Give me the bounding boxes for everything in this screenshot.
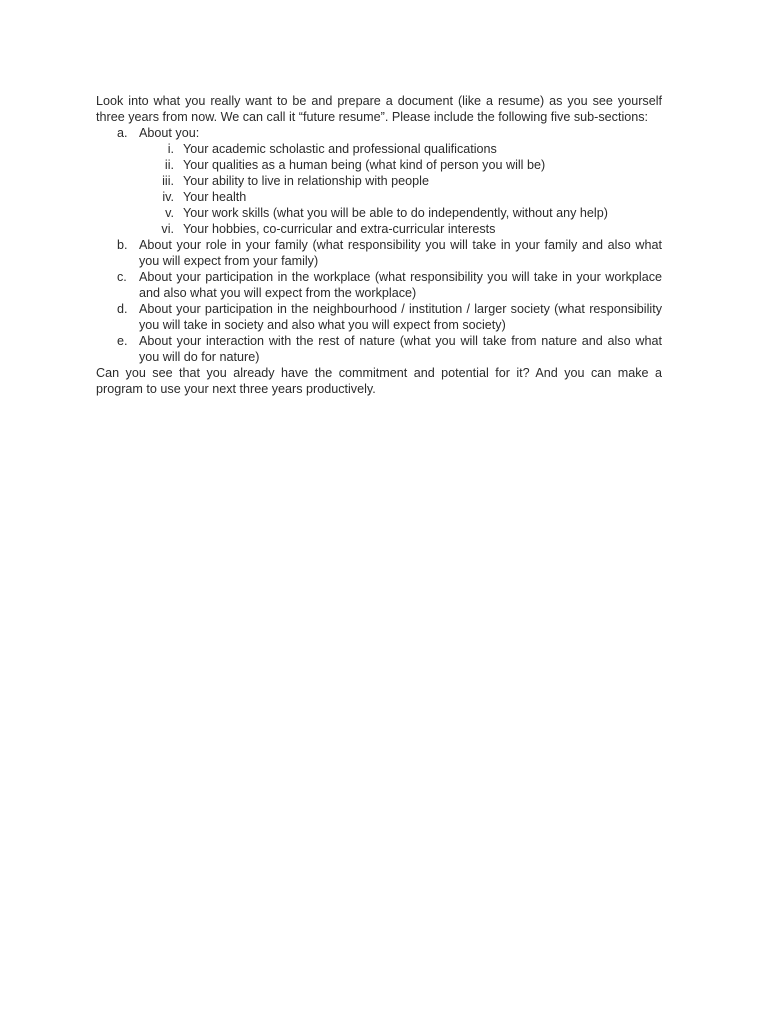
section-marker: b. [117,238,128,252]
section-item-b [96,237,662,269]
subsection-text: Your qualities as a human being (what kind of person you will be) [183,158,546,172]
section-list [96,125,662,365]
document-body [96,93,662,397]
section-item-c [96,269,662,301]
subsection-marker: vi. [161,222,174,236]
subsection-marker: ii. [164,158,174,172]
subsection-item-ii [139,157,662,173]
section-marker: c. [117,270,127,284]
section-text: About your interaction with the rest of nature (what you will take from nature and also what you will do for nature) [139,334,662,364]
section-text: About your participation in the neighbourhood / institution / larger society (what responsibility you will take in society and also what you will expect from society) [139,302,662,332]
subsection-marker: i. [167,142,174,156]
section-text: About you: [139,126,200,140]
subsection-text: Your health [183,190,247,204]
section-item-d [96,301,662,333]
section-text: About your participation in the workplace (what responsibility you will take in your workplace and also what you will expect from the workplace) [139,270,662,300]
subsection-marker: iii. [162,174,174,188]
subsection-marker: iv. [162,190,174,204]
subsection-text: Your academic scholastic and professional qualifications [183,142,497,156]
subsection-text: Your hobbies, co-curricular and extra-curricular interests [183,222,496,236]
subsection-item-v [139,205,662,221]
subsection-text: Your ability to live in relationship with people [183,174,429,188]
closing-paragraph: Can you see that you already have the commitment and potential for it? And you can make a program to use your next three years productively. [96,366,662,396]
section-marker: e. [117,334,128,348]
section-item-e [96,333,662,365]
section-marker: d. [117,302,128,316]
subsection-item-iii [139,173,662,189]
intro-paragraph: Look into what you really want to be and prepare a document (like a resume) as you see yourself three years from now. We can call it “future resume”. Please include the following five sub-sections: [96,94,662,124]
subsection-marker: v. [165,206,174,220]
subsection-item-iv [139,189,662,205]
subsection-text: Your work skills (what you will be able to do independently, without any help) [183,206,608,220]
section-marker: a. [117,126,128,140]
subsection-list [139,141,662,237]
section-text: About your role in your family (what responsibility you will take in your family and also what you will expect from your family) [139,238,662,268]
section-item-a [96,125,662,237]
subsection-item-i [139,141,662,157]
subsection-item-vi [139,221,662,237]
